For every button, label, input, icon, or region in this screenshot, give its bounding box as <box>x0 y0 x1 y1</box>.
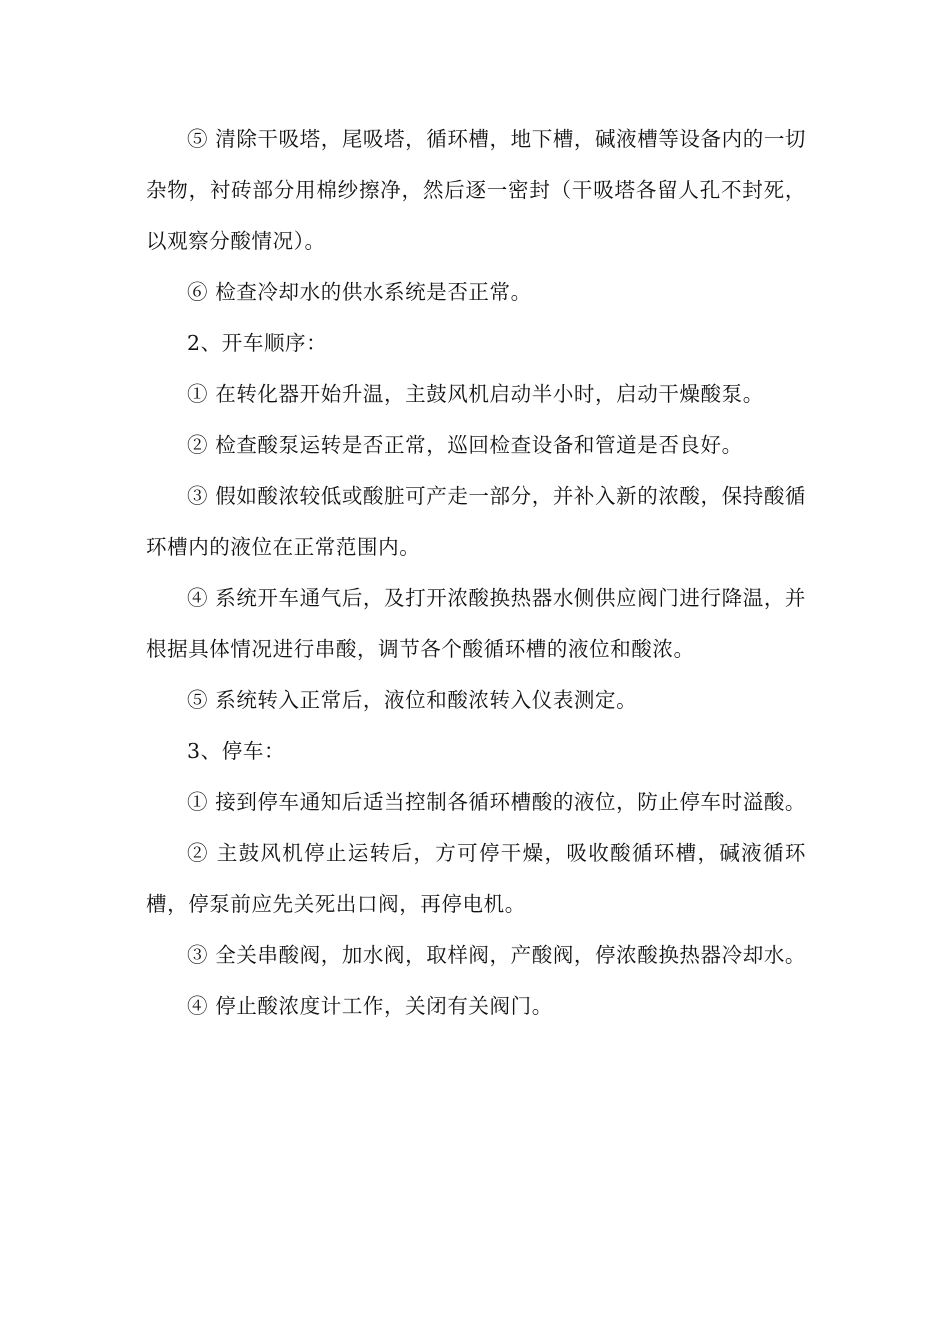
paragraph-stop-meter: ④ 停止酸浓度计工作，关闭有关阀门。 <box>187 994 553 1018</box>
paragraph-check-cooling-water: ⑥ 检查冷却水的供水系统是否正常。 <box>187 280 532 304</box>
paragraph-start-drying-pump: ① 在转化器开始升温，主鼓风机启动半小时，启动干燥酸泵。 <box>187 382 764 406</box>
paragraph-check-acid-pump: ② 检查酸泵运转是否正常，巡回检查设备和管道是否良好。 <box>187 433 743 457</box>
paragraph-replace-acid: ③ 假如酸浓较低或酸脏可产走一部分，并补入新的浓酸，保持酸循环槽内的液位在正常范围内。 <box>146 484 807 559</box>
document-body <box>146 114 806 1032</box>
paragraph-clean-equipment: ⑤ 清除干吸塔，尾吸塔，循环槽，地下槽，碱液槽等设备内的一切杂物，衬砖部分用棉纱擦净，然后逐一密封（干吸塔各留人孔不封死，以观察分酸情况）。 <box>146 127 807 253</box>
paragraph-control-levels: ① 接到停车通知后适当控制各循环槽酸的液位，防止停车时溢酸。 <box>187 790 807 814</box>
section-heading-shutdown: 3、停车： <box>187 739 286 763</box>
paragraph-cooling-and-acid-transfer: ④ 系统开车通气后，及打开浓酸换热器水侧供应阀门进行降温，并根据具体情况进行串酸，调节各个酸循环槽的液位和酸浓。 <box>146 586 807 661</box>
section-heading-startup-sequence: 2、开车顺序： <box>187 331 328 355</box>
paragraph-close-valves: ③ 全关串酸阀，加水阀，取样阀，产酸阀，停浓酸换热器冷却水。 <box>187 943 807 967</box>
paragraph-instrument-measurement: ⑤ 系统转入正常后，液位和酸浓转入仪表测定。 <box>187 688 638 712</box>
paragraph-stop-pumps: ② 主鼓风机停止运转后，方可停干燥，吸收酸循环槽，碱液循环槽，停泵前应先关死出口阀，再停电机。 <box>146 841 806 916</box>
